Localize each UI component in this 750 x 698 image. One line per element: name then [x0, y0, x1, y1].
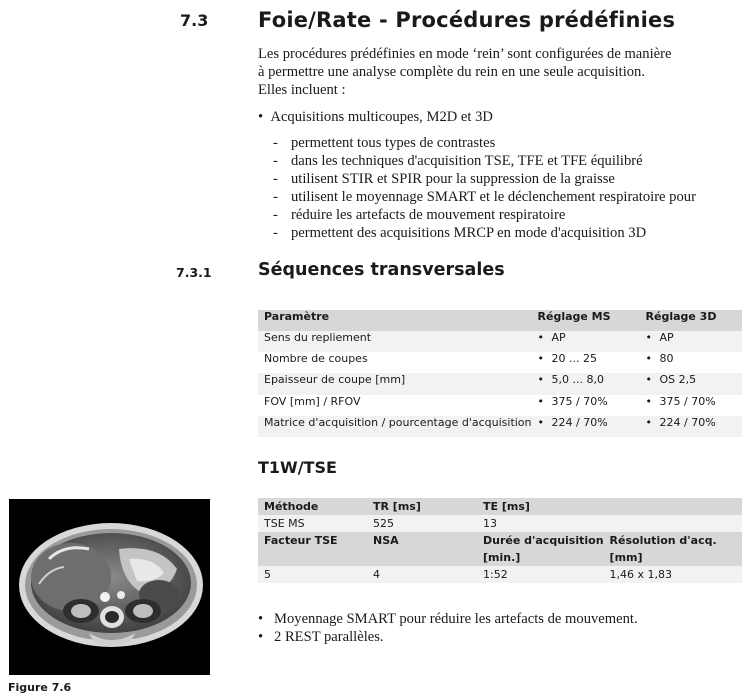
table-header-row [258, 498, 742, 515]
table-header: TE [ms] [483, 500, 530, 513]
table-cell [532, 331, 640, 352]
table-cell [604, 515, 742, 532]
cell-value: 224 / 70% [551, 415, 608, 429]
table-header: NSA [373, 534, 399, 547]
list-item-text: réduire les artefacts de mouvement respiratoire [291, 207, 566, 223]
table-header: Réglage MS [537, 310, 611, 323]
bullet-icon: • [645, 394, 653, 408]
table-header: Paramètre [264, 310, 330, 323]
list-item: • Moyennage SMART pour réduire les artefacts de mouvement. [258, 610, 638, 628]
bullet-icon: • [645, 352, 653, 366]
list-item: • 2 REST parallèles. [258, 628, 638, 646]
table-cell [640, 352, 742, 373]
cell-value: 375 / 70% [659, 394, 716, 408]
t1w-table [258, 498, 742, 583]
table-cell: 1:52 [483, 568, 508, 581]
list-item: - utilisent le moyennage SMART et le déclenchement respiratoire pour [273, 188, 743, 206]
table-header: Réglage 3D [645, 310, 717, 323]
cell-value: OS 2,5 [659, 373, 697, 387]
bullet-item [258, 108, 493, 126]
table-row [258, 416, 742, 437]
mri-figure-image [9, 499, 210, 675]
t1w-notes [258, 610, 638, 646]
list-item: - dans les techniques d'acquisition TSE, TFE et TFE équilibré [273, 152, 743, 170]
parameters-table [258, 310, 742, 437]
table-header [604, 532, 742, 566]
header-unit: [min.] [483, 551, 521, 564]
figure-caption: Figure 7.6 [8, 681, 72, 694]
table-cell: FOV [mm] / RFOV [264, 394, 361, 408]
table-cell [640, 395, 742, 416]
table-row [258, 331, 742, 352]
bullet-icon: • [537, 352, 545, 366]
table-header [477, 532, 604, 566]
list-item: - permettent tous types de contrastes [273, 134, 743, 152]
list-item-continuation [273, 206, 743, 224]
bullet-icon: • [645, 373, 653, 387]
cell-value: AP [659, 331, 674, 344]
table-cell [532, 373, 640, 394]
table-cell [532, 395, 640, 416]
mri-scan-image [9, 499, 210, 675]
table-cell: 5 [264, 568, 271, 581]
cell-value: 80 [659, 352, 674, 366]
section-number: 7.3 [180, 11, 209, 30]
table-cell: 1,46 x 1,83 [609, 568, 673, 581]
bullet-icon: • [537, 394, 545, 408]
bullet-icon: • [645, 331, 653, 344]
table-row [258, 373, 742, 394]
table-header: Facteur TSE [264, 534, 338, 547]
table-cell: 13 [483, 517, 497, 530]
list-item: - utilisent STIR et SPIR pour la suppression de la graisse [273, 170, 743, 188]
header-unit: [mm] [609, 551, 643, 564]
table-cell: 525 [373, 517, 394, 530]
table-cell [532, 352, 640, 373]
table-header-row [258, 310, 742, 331]
cell-value: 375 / 70% [551, 394, 608, 408]
table-cell [640, 331, 742, 352]
bullet-icon: • [537, 331, 545, 344]
list-item: - permettent des acquisitions MRCP en mode d'acquisition 3D [273, 224, 743, 242]
intro-line: Les procédures prédéfinies en mode ‘rein’ sont configurées de manière [258, 46, 672, 62]
section-title: Foie/Rate - Procédures prédéfinies [258, 8, 676, 32]
table-header [604, 498, 742, 515]
table-row [258, 395, 742, 416]
table-header-row [258, 532, 742, 566]
bullet-icon: • [537, 415, 545, 429]
subsection-title: Séquences transversales [258, 260, 505, 280]
table-cell [640, 373, 742, 394]
table-cell: TSE MS [264, 517, 305, 530]
table-cell [640, 416, 742, 437]
cell-value: AP [551, 331, 566, 344]
subsection-number: 7.3.1 [176, 265, 212, 280]
header-label: Résolution d'acq. [609, 534, 717, 547]
sub-item-list [273, 134, 743, 242]
cell-value: 5,0 ... 8,0 [551, 373, 604, 387]
table-cell: Matrice d'acquisition / pourcentage d'acquisition [264, 415, 532, 429]
table-cell: 4 [373, 568, 380, 581]
table-row [258, 352, 742, 373]
table-row [258, 515, 742, 532]
table-row [258, 566, 742, 583]
header-label: Durée d'acquisition [483, 534, 604, 547]
intro-line: Elles incluent : [258, 82, 346, 98]
table-cell: Nombre de coupes [264, 352, 368, 366]
cell-value: 224 / 70% [659, 415, 716, 429]
bullet-text: Acquisitions multicoupes, M2D et 3D [270, 109, 493, 125]
table-header: TR [ms] [373, 500, 421, 513]
table-cell: Sens du repliement [264, 331, 372, 344]
table-cell [532, 416, 640, 437]
bullet-icon: • [537, 373, 545, 387]
cell-value: 20 ... 25 [551, 352, 597, 366]
bullet-icon: • [645, 415, 653, 429]
table-header: Méthode [264, 500, 319, 513]
t1w-title: T1W/TSE [258, 458, 337, 477]
table-cell: Epaisseur de coupe [mm] [264, 373, 406, 387]
bullet-icon: • [258, 109, 264, 125]
intro-line: à permettre une analyse complète du rein en une seule acquisition. [258, 64, 645, 80]
intro-paragraph [258, 45, 728, 99]
